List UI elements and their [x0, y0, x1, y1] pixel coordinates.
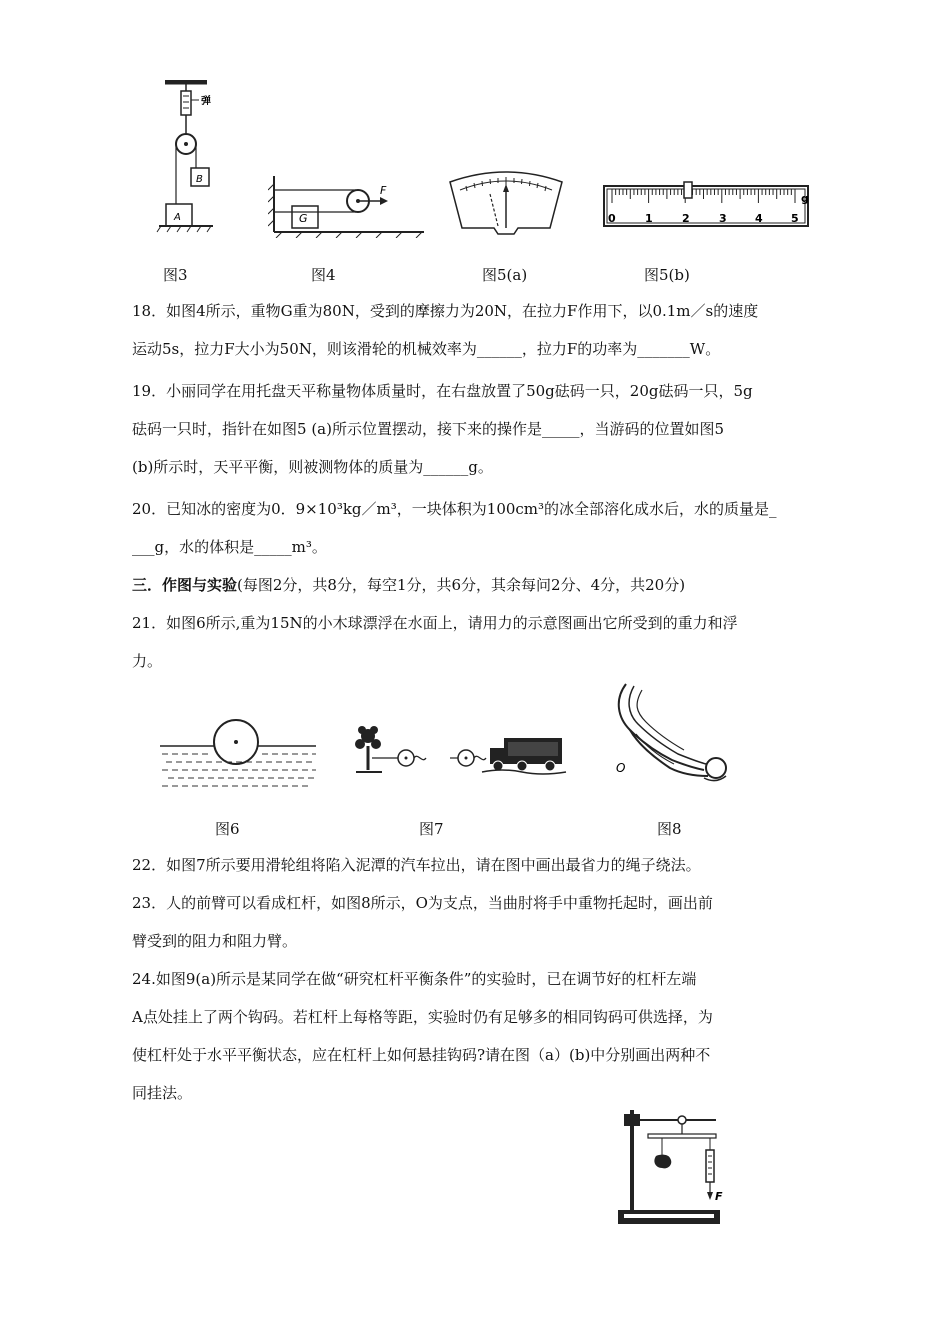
force-f-label-fig9: F: [715, 1190, 723, 1203]
block-a-label: A: [174, 212, 181, 223]
ruler-tick-3: 3: [719, 212, 727, 225]
section-3-note: (每图2分，共8分，每空1分，共6分，其余每问2分、4分，共20分): [237, 576, 686, 594]
figure-9-lever-stand: [612, 1106, 724, 1230]
caption-fig3: 图3: [163, 266, 188, 284]
q24-line-3: 使杠杆处于水平平衡状态，应在杠杆上如何悬挂钩码?请在图（a）(b)中分别画出两种不: [132, 1046, 711, 1064]
ruler-tick-4: 4: [755, 212, 763, 225]
q18-line-2: 运动5s，拉力F大小为50N，则该滑轮的机械效率为______，拉力F的功率为_______W。: [132, 340, 721, 358]
figure-4-horizontal-pulley: [268, 172, 428, 238]
figure-6-floating-ball: [160, 714, 320, 790]
question-22: [132, 846, 832, 884]
block-g-label: G: [299, 212, 308, 225]
caption-fig4: 图4: [311, 266, 336, 284]
ruler-unit: g: [801, 192, 809, 205]
q19-line-1: 19．小丽同学在用托盘天平称量物体质量时，在右盘放置了50g砝码一只，20g砝码一只，5g: [132, 382, 753, 400]
caption-fig7: 图7: [419, 820, 444, 838]
ruler-tick-2: 2: [682, 212, 690, 225]
ruler-tick-0: 0: [608, 212, 616, 225]
q24-line-1: 24.如图9(a)所示是某同学在做“研究杠杆平衡条件”的实验时，已在调节好的杠杆左端: [132, 970, 697, 988]
q21-line-1: 21．如图6所示,重为15N的小木球漂浮在水面上，请用力的示意图画出它所受到的重力和浮: [132, 614, 738, 632]
q23-line-1: 23．人的前臂可以看成杠杆，如图8所示，O为支点，当曲肘将手中重物托起时，画出前: [132, 894, 713, 912]
section-3-heading: [132, 566, 832, 604]
caption-fig8: 图8: [657, 820, 682, 838]
spring-label: 弹: [201, 96, 211, 107]
figure-8-forearm: [612, 682, 732, 786]
figure-5b-rider-ruler: [602, 180, 814, 232]
ruler-tick-5: 5: [791, 212, 799, 225]
question-24: [132, 960, 832, 1112]
q20-line-1: 20．已知冰的密度为0．9×10³kg／m³，一块体积为100cm³的冰全部溶化成水后，水的质量是_: [132, 500, 777, 518]
q24-line-4: 同挂法。: [132, 1084, 193, 1102]
question-20: [132, 490, 832, 566]
q18-line-1: 18．如图4所示，重物G重为80N，受到的摩擦力为20N，在拉力F作用下，以0.1m／s的速度: [132, 302, 759, 320]
ruler-tick-1: 1: [645, 212, 653, 225]
q23-line-2: 臂受到的阻力和阻力臂。: [132, 932, 298, 950]
q24-line-2: A点处挂上了两个钩码。若杠杆上每格等距，实验时仍有足够多的相同钩码可供选择，为: [132, 1008, 713, 1026]
question-19: [132, 372, 832, 486]
block-b-label: B: [196, 174, 203, 185]
caption-fig5b: 图5(b): [644, 266, 690, 284]
q20-line-2: ___g，水的体积是_____m³。: [132, 538, 327, 556]
question-21: [132, 604, 832, 680]
caption-fig5a: 图5(a): [482, 266, 528, 284]
question-23: [132, 884, 832, 960]
figure-3-pulley: [155, 78, 225, 236]
section-3-title: 三．作图与实验: [132, 576, 238, 594]
q19-line-2: 砝码一只时，指针在如图5 (a)所示位置摆动，接下来的操作是_____，当游码的位置如图5: [132, 420, 725, 438]
q19-line-3: (b)所示时，天平平衡，则被测物体的质量为______g。: [132, 458, 493, 476]
figure-7-pulley-truck: [352, 722, 572, 778]
force-f-label: F: [380, 184, 387, 197]
q21-line-2: 力。: [132, 652, 163, 670]
caption-fig6: 图6: [215, 820, 240, 838]
q22-line-1: 22．如图7所示要用滑轮组将陷入泥潭的汽车拉出，请在图中画出最省力的绳子绕法。: [132, 856, 701, 874]
question-18: [132, 292, 832, 368]
figure-5a-balance-dial: [446, 168, 566, 238]
pivot-o-label: O: [616, 761, 626, 775]
